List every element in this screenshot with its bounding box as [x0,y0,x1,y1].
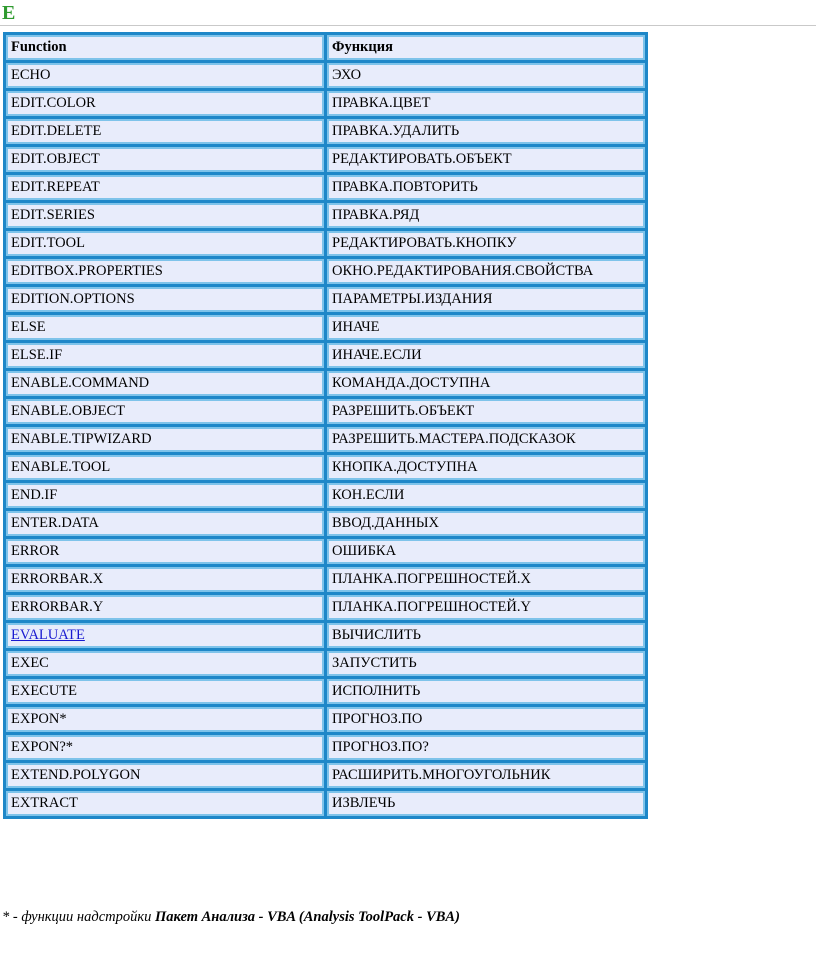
function-translation-cell: ПАРАМЕТРЫ.ИЗДАНИЯ [327,287,645,312]
table-row [6,315,645,340]
function-name-cell: ENABLE.COMMAND [6,371,324,396]
table-row [6,427,645,452]
function-name-cell: ECHO [6,63,324,88]
function-translation-cell: РАЗРЕШИТЬ.МАСТЕРА.ПОДСКАЗОК [327,427,645,452]
function-translation-cell: ВЫЧИСЛИТЬ [327,623,645,648]
table-row [6,483,645,508]
table-row [6,203,645,228]
table-row [6,651,645,676]
table-row [6,511,645,536]
table-row [6,791,645,816]
functions-table [3,32,648,819]
table-row [6,91,645,116]
footnote-emphasis: Пакет Анализа - VBA (Analysis ToolPack - VBA) [155,909,460,925]
table-row [6,567,645,592]
function-translation-cell: РАСШИРИТЬ.МНОГОУГОЛЬНИК [327,763,645,788]
function-translation-cell: ОШИБКА [327,539,645,564]
table-row [6,455,645,480]
function-name-cell: ERRORBAR.Y [6,595,324,620]
table-row [6,763,645,788]
function-name-cell: EDIT.COLOR [6,91,324,116]
footnote [2,907,460,927]
table-row [6,119,645,144]
function-translation-cell: РЕДАКТИРОВАТЬ.КНОПКУ [327,231,645,256]
table-row [6,259,645,284]
function-name-cell: EDIT.TOOL [6,231,324,256]
table-row [6,595,645,620]
function-name-cell: EDIT.REPEAT [6,175,324,200]
function-translation-cell: ПЛАНКА.ПОГРЕШНОСТЕЙ.X [327,567,645,592]
table-row [6,539,645,564]
function-translation-cell: ПРАВКА.УДАЛИТЬ [327,119,645,144]
function-translation-cell: КОМАНДА.ДОСТУПНА [327,371,645,396]
function-name-cell [6,623,324,648]
function-name-cell: EDIT.OBJECT [6,147,324,172]
function-translation-cell: РАЗРЕШИТЬ.ОБЪЕКТ [327,399,645,424]
function-name-cell: ERRORBAR.X [6,567,324,592]
function-translation-cell: РЕДАКТИРОВАТЬ.ОБЪЕКТ [327,147,645,172]
table-row [6,175,645,200]
table-row [6,399,645,424]
function-translation-cell: ЭХО [327,63,645,88]
function-translation-cell: ПРАВКА.ЦВЕТ [327,91,645,116]
function-name-cell: EXTEND.POLYGON [6,763,324,788]
footnote-prefix: * - функции надстройки [2,909,156,925]
function-name-cell: END.IF [6,483,324,508]
function-name-cell: ENABLE.OBJECT [6,399,324,424]
function-translation-cell: ИСПОЛНИТЬ [327,679,645,704]
function-translation-cell: ПРАВКА.ПОВТОРИТЬ [327,175,645,200]
function-translation-cell: ПРОГНОЗ.ПО [327,707,645,732]
table-row [6,287,645,312]
function-name-cell: EXEC [6,651,324,676]
function-translation-cell: ИНАЧЕ.ЕСЛИ [327,343,645,368]
table-header-row [6,35,645,60]
table-row [6,679,645,704]
table-row [6,371,645,396]
function-name-cell: EXPON?* [6,735,324,760]
table-row [6,623,645,648]
function-translation-cell: ОКНО.РЕДАКТИРОВАНИЯ.СВОЙСТВА [327,259,645,284]
column-header-translation: Функция [327,35,645,60]
function-name-cell: EDITION.OPTIONS [6,287,324,312]
function-translation-cell: КОН.ЕСЛИ [327,483,645,508]
table-row [6,343,645,368]
horizontal-divider [0,25,816,26]
table-row [6,707,645,732]
function-name-cell: EDITBOX.PROPERTIES [6,259,324,284]
function-translation-cell: ЗАПУСТИТЬ [327,651,645,676]
table-row [6,231,645,256]
table-row [6,147,645,172]
function-name-cell: ENABLE.TIPWIZARD [6,427,324,452]
function-name-cell: EXTRACT [6,791,324,816]
function-translation-cell: ПРАВКА.РЯД [327,203,645,228]
function-translation-cell: ПЛАНКА.ПОГРЕШНОСТЕЙ.Y [327,595,645,620]
function-name-cell: ENABLE.TOOL [6,455,324,480]
function-name-cell: EXECUTE [6,679,324,704]
function-name-cell: ERROR [6,539,324,564]
table-row [6,735,645,760]
table-body [6,63,645,816]
function-link[interactable]: EVALUATE [11,627,85,643]
column-header-function: Function [6,35,324,60]
table-row [6,63,645,88]
function-name-cell: EDIT.DELETE [6,119,324,144]
function-name-cell: EDIT.SERIES [6,203,324,228]
function-name-cell: EXPON* [6,707,324,732]
function-translation-cell: ПРОГНОЗ.ПО? [327,735,645,760]
function-translation-cell: ИНАЧЕ [327,315,645,340]
function-translation-cell: ВВОД.ДАННЫХ [327,511,645,536]
function-translation-cell: КНОПКА.ДОСТУПНА [327,455,645,480]
function-translation-cell: ИЗВЛЕЧЬ [327,791,645,816]
function-name-cell: ELSE [6,315,324,340]
section-heading: E [2,2,16,24]
function-name-cell: ELSE.IF [6,343,324,368]
function-name-cell: ENTER.DATA [6,511,324,536]
